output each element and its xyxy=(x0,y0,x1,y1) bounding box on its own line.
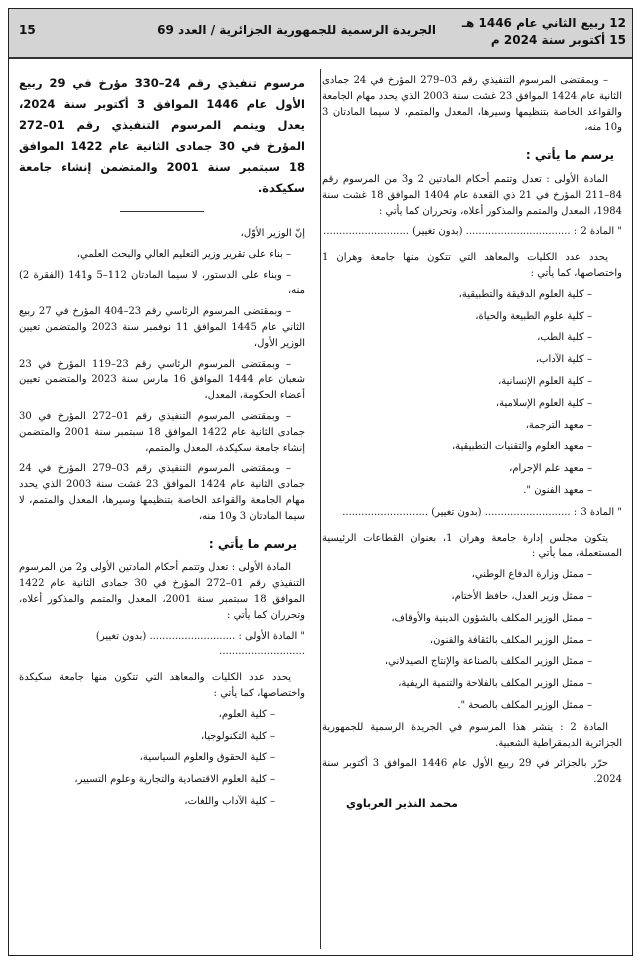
list-item: – ممثل الوزير المكلف بالثقافة والفنون، xyxy=(429,634,592,646)
left-decrees-heading: يرسم ما يأتي : xyxy=(208,536,297,551)
list-item: – كلية التكنولوجيا، xyxy=(200,730,275,742)
header-date-gregorian: 15 أكتوبر سنة 2024 م xyxy=(490,33,626,47)
list-item: – كلية الآداب، xyxy=(535,354,592,366)
page-header xyxy=(9,9,632,59)
left-faculties-list xyxy=(19,707,305,810)
right-board-intro: يتكون مجلس إدارة جامعة وهران 1، بعنوان القطاعات الرئيسية المستعملة، مما يأتي : xyxy=(322,532,622,560)
list-item: – كلية العلوم الإنسانية، xyxy=(498,375,592,387)
visa-2: – وبناء على الدستور، لا سيما المادتان 112–5 و141 (الفقرة 2) منه، xyxy=(19,269,305,297)
visa-3: – وبمقتضى المرسوم الرئاسي رقم 23–404 المؤرخ في 27 ربيع الثاني عام 1445 الموافق 11 نوفمبر سنة 2023 والمتضمن تعيين الوزير الأول، xyxy=(19,306,305,349)
right-visa-paragraph: – وبمقتضى المرسوم التنفيذي رقم 03–279 المؤرخ في 24 جمادى الثانية عام 1424 الموافق 23 غشت سنة 2003 الذي يحدد مهام الجامعة والقواعد الخاصة بتنظيمها وسيرها، المعدل والمتمم، لا سيما المادتان 3 و10 منه، xyxy=(322,75,623,134)
list-item: – ممثل وزير العدل، حافظ الأختام، xyxy=(451,590,592,602)
list-item: – معهد الفنون ". xyxy=(523,484,592,496)
left-article-1-quote: " المادة الأولى : ........................... (بدون تغيير) ........................... xyxy=(95,630,305,658)
right-faculties-list xyxy=(322,287,622,499)
header-date-hijri: 12 ربيع الثاني عام 1446 هـ xyxy=(461,16,626,30)
right-board-list xyxy=(322,567,622,714)
right-article-2-quote: " المادة 2 : ................................. (بدون تغيير) ........................... xyxy=(323,226,622,238)
list-item: – كلية العلوم الدقيقة والتطبيقية، xyxy=(458,288,592,300)
list-item: – كلية علوم الطبيعة والحياة، xyxy=(475,310,592,322)
header-title: الجريدة الرسمية للجمهورية الجزائرية / العدد 69 xyxy=(157,23,436,37)
list-item: – كلية الحقوق والعلوم السياسية، xyxy=(139,752,275,764)
visa-5: – وبمقتضى المرسوم التنفيذي رقم 01–272 المؤرخ في 30 جمادى الثانية عام 1422 الموافق 18 سبتمبر سنة 2001 والمتضمن إنشاء جامعة سكيكدة، المعدل والمتمم، xyxy=(19,410,305,454)
list-item: – ممثل الوزير المكلف بالفلاحة والتنمية الريفية، xyxy=(398,678,592,690)
left-faculties-intro: يحدد عدد الكليات والمعاهد التي تتكون منها جامعة سكيكدة واختصاصها، كما يأتي : xyxy=(19,672,305,699)
right-article-3-quote: " المادة 3 : ........................... (بدون تغيير) ........................... xyxy=(342,506,622,518)
list-item: – كلية الطب، xyxy=(537,332,592,344)
list-item: – معهد الترجمة، xyxy=(525,419,592,431)
list-item: – كلية الآداب واللغات، xyxy=(184,795,275,807)
right-column xyxy=(322,73,622,812)
list-item: – ممثل الوزير المكلف بالصناعة والإنتاج الصيدلاني، xyxy=(384,656,592,668)
visa-1: – بناء على تقرير وزير التعليم العالي والبحث العلمي، xyxy=(76,248,291,260)
list-item: – كلية العلوم الاقتصادية والتجارية وعلوم التسيير، xyxy=(74,774,275,786)
right-article-2: المادة 2 : ينشر هذا المرسوم في الجريدة الرسمية للجمهورية الجزائرية الديمقراطية الشعبية. xyxy=(322,721,622,749)
column-divider xyxy=(320,69,321,949)
gazette-page xyxy=(8,8,633,956)
title-rule xyxy=(120,211,204,212)
list-item: – ممثل الوزير المكلف بالشؤون الدينية والأوقاف، xyxy=(391,612,592,624)
list-item: – ممثل الوزير المكلف بالصحة ". xyxy=(457,699,592,711)
list-item: – كلية العلوم، xyxy=(218,708,275,720)
prime-minister-line: إنّ الوزير الأوّل، xyxy=(240,228,305,239)
page-number: 15 xyxy=(19,23,36,37)
left-article-1: المادة الأولى : تعدل وتتمم أحكام المادتين الأولى و2 من المرسوم التنفيذي رقم 01–272 المؤرخ في 30 جمادى الثانية عام 1422 الموافق 18 سبتمبر سنة 2001، المعدل والمتمم والمذكور أعلاه، وتحرران كما يأتي : xyxy=(19,562,305,621)
right-faculties-intro: يحدد عدد الكليات والمعاهد التي تتكون منها جامعة وهران 1 واختصاصها، كما يأتي : xyxy=(322,252,622,279)
decree-title: مرسوم تنفيذي رقم 24–330 مؤرخ في 29 ربيع الأول عام 1446 الموافق 3 أكتوبر سنة 2024، يعدل ويتمم المرسوم التنفيذي رقم 01–272 المؤرخ في 30 جمادى الثانية عام 1422 الموافق 18 سبتمبر سنة 2001 والمتضمن إنشاء جامعة سكيكدة. xyxy=(19,76,306,195)
list-item: – ممثل وزارة الدفاع الوطني، xyxy=(471,569,592,581)
list-item: – كلية العلوم الإسلامية، xyxy=(495,397,592,409)
right-article-1: المادة الأولى : تعدل وتتمم أحكام المادتين 2 و3 من المرسوم رقم 84–211 المؤرخ في 21 ذي القعدة عام 1404 الموافق 18 غشت سنة 1984، المعدل والمتمم والمذكور أعلاه، وتحرران كما يأتي : xyxy=(322,173,622,217)
right-done-at: حرّر بالجزائر في 29 ربيع الأول عام 1446 الموافق 3 أكتوبر سنة 2024. xyxy=(322,758,622,786)
list-item: – معهد علم الإجرام، xyxy=(509,463,592,475)
visa-6: – وبمقتضى المرسوم التنفيذي رقم 03–279 المؤرخ في 24 جمادى الثانية عام 1424 الموافق 23 غشت سنة 2003 الذي يحدد مهام الجامعة والقواعد الخاصة بتنظيمها وسيرها، المعدل والمتمم، لا سيما المادتان 3 و10 منه، xyxy=(19,463,306,522)
list-item: – معهد العلوم والتقنيات التطبيقية، xyxy=(451,441,592,453)
left-column xyxy=(19,73,305,816)
header-date xyxy=(462,15,626,49)
right-decrees-heading: يرسم ما يأتي : xyxy=(525,148,614,163)
visa-4: – وبمقتضى المرسوم الرئاسي رقم 23–119 المؤرخ في 23 شعبان عام 1444 الموافق 16 مارس سنة 2023 والمتضمن تعيين أعضاء الحكومة، المعدل، xyxy=(19,358,306,402)
signature: محمد النذير العرباوي xyxy=(346,796,458,810)
